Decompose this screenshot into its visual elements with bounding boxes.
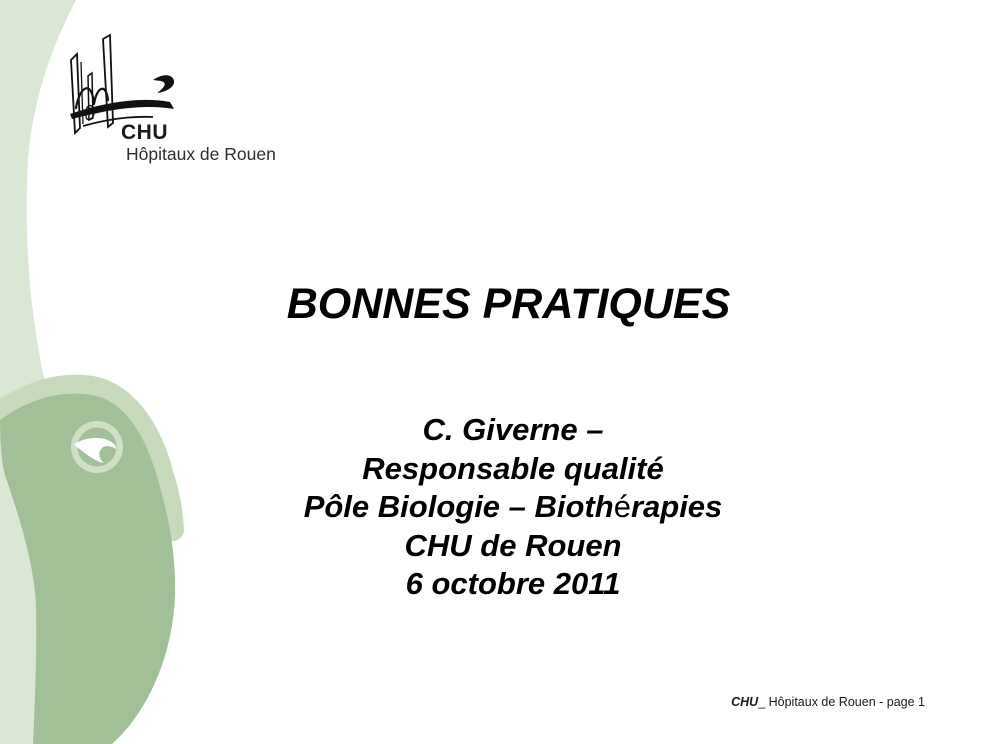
author-block [34,411,992,604]
slide-title: BONNES PRATIQUES [286,280,731,328]
author-line-name: C. Giverne – [422,412,604,447]
slide-footer [731,695,925,709]
department-text-pre: Pôle Biologie – Bioth [303,489,614,524]
author-line-institution: CHU de Rouen [404,527,622,563]
footer-page-label: _ Hôpitaux de Rouen - page 1 [758,695,925,709]
author-line-date: 6 octobre 2011 [405,566,621,601]
footer-brand: CHU [731,695,759,709]
chu-logo-glyph [58,30,178,135]
logo-acronym: CHU [121,121,168,144]
logo-org-name: Hôpitaux de Rouen [126,144,276,164]
author-line-department [34,488,992,527]
department-text-post: rapies [630,489,723,524]
department-accent-char: é [613,489,631,524]
author-line-role: Responsable qualité [362,450,664,486]
